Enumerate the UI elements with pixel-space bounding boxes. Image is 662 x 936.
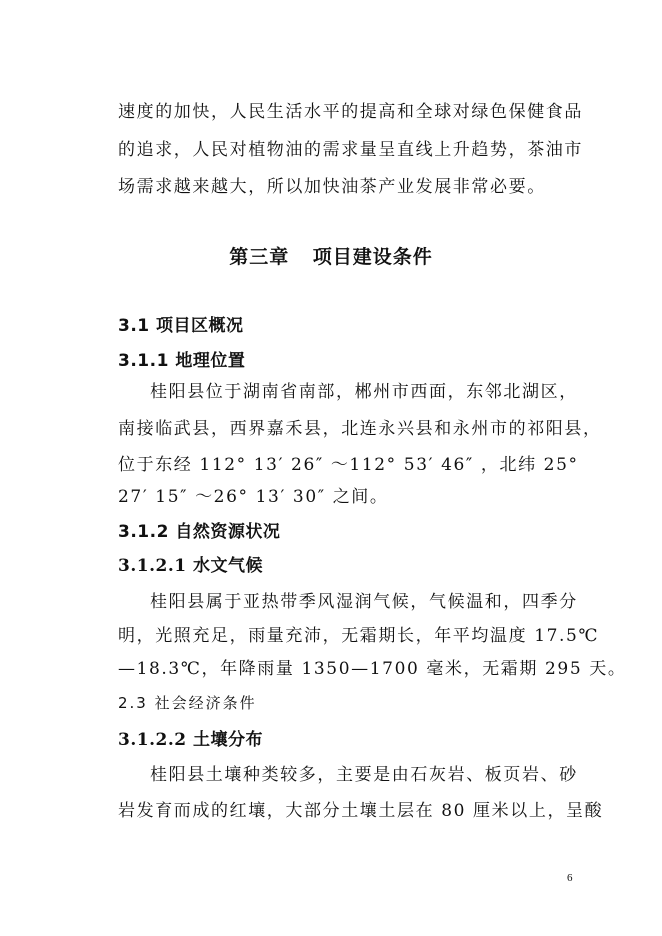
chapter-title: 第三章 项目建设条件 xyxy=(229,246,433,268)
section-heading-3-1: 3.1 项目区概况 xyxy=(118,316,244,336)
text-line: 桂阳县位于湖南省南部，郴州市西面，东邻北湖区， xyxy=(150,382,578,402)
text-line: 速度的加快，人民生活水平的提高和全球对绿色保健食品 xyxy=(118,102,583,122)
section-heading-3-1-1: 3.1.1 地理位置 xyxy=(118,351,246,371)
text-line: 南接临武县，西界嘉禾县，北连永兴县和永州市的祁阳县， xyxy=(118,419,602,439)
text-line: 27′ 15″ ～26° 13′ 30″ 之间。 xyxy=(118,487,389,507)
text-line: —18.3℃，年降雨量 1350—1700 毫米，无霜期 295 天。 xyxy=(118,659,627,679)
text-line: 场需求越来越大，所以加快油茶产业发展非常必要。 xyxy=(118,177,546,197)
section-heading-3-1-2: 3.1.2 自然资源状况 xyxy=(118,522,281,542)
text-line: 位于东经 112° 13′ 26″ ～112° 53′ 46″ ，北纬 25° xyxy=(118,455,579,475)
text-line: 岩发育而成的红壤，大部分土壤土层在 80 厘米以上，呈酸 xyxy=(118,801,604,821)
section-heading-3-1-2-2: 3.1.2.2 土壤分布 xyxy=(118,730,263,750)
text-line: 明，光照充足，雨量充沛，无霜期长，年平均温度 17.5℃ xyxy=(118,626,600,646)
page-number: 6 xyxy=(567,872,573,884)
text-line: 桂阳县土壤种类较多，主要是由石灰岩、板页岩、砂 xyxy=(150,765,578,785)
text-line: 桂阳县属于亚热带季风湿润气候，气候温和，四季分 xyxy=(150,592,578,612)
section-heading-3-1-2-1: 3.1.2.1 水文气候 xyxy=(118,556,263,576)
section-heading-2-3: 2.3 社会经济条件 xyxy=(118,694,257,712)
text-line: 的追求，人民对植物油的需求量呈直线上升趋势，茶油市 xyxy=(118,140,583,160)
